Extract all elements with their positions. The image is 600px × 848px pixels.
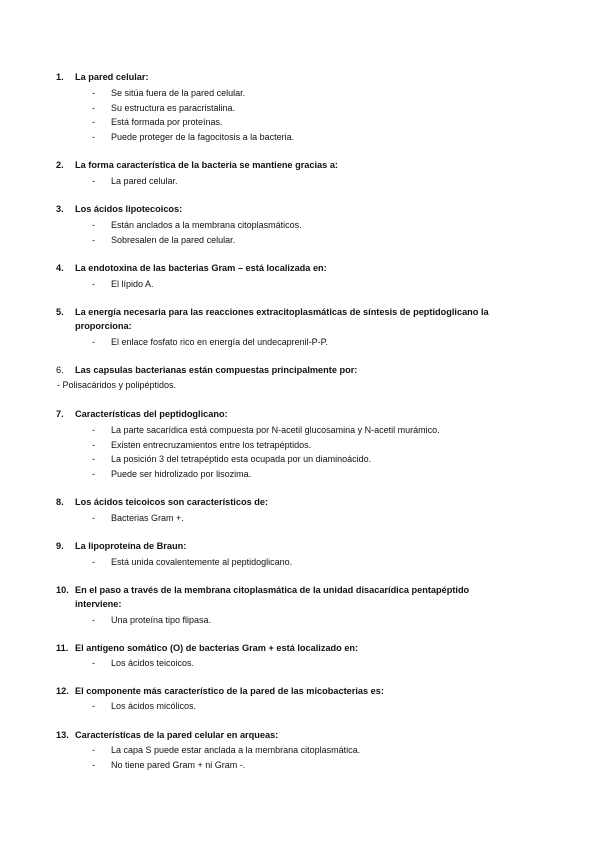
answer-item: Su estructura es paracristalina. xyxy=(111,102,236,113)
question-number: 6. xyxy=(56,365,64,375)
question-text: Características del peptidoglicano: xyxy=(75,409,228,419)
question-text: El antígeno somático (O) de bacterias Gram + está localizado en: xyxy=(75,643,359,653)
question-text: La forma característica de la bacteria se mantiene gracias a: xyxy=(75,160,338,170)
answer-item: Está unida covalentemente al peptidoglicano. xyxy=(111,557,293,567)
answer-item: - Polisacáridos y polipéptidos. xyxy=(57,380,177,390)
question-text: En el paso a través de la membrana citoplasmática de la unidad disacarídica pentapéptido interviene: xyxy=(75,585,470,609)
question-number: 12. xyxy=(56,686,69,696)
question-number: 4. xyxy=(56,263,64,273)
question-text: Características de la pared celular en arqueas: xyxy=(75,730,279,740)
bullet-dash: - xyxy=(92,425,95,435)
question-number: 11. xyxy=(56,643,69,653)
bullet-dash: - xyxy=(92,745,95,755)
question-text: Los ácidos teicoicos son característicos de: xyxy=(75,497,269,507)
bullet-dash: - xyxy=(92,337,95,347)
question-number: 1. xyxy=(56,72,64,82)
answer-item: Una proteína tipo flipasa. xyxy=(111,615,212,625)
bullet-dash: - xyxy=(92,176,95,186)
answer-item: Está formada por proteínas. xyxy=(111,117,223,128)
bullet-dash: - xyxy=(92,88,95,98)
question-text: La pared celular: xyxy=(75,72,149,82)
bullet-dash: - xyxy=(92,615,95,625)
bullet-dash: - xyxy=(92,234,95,245)
question-number: 5. xyxy=(56,307,64,317)
bullet-dash: - xyxy=(92,658,95,668)
question-number: 7. xyxy=(56,409,64,419)
bullet-dash: - xyxy=(92,701,95,711)
answer-item: La pared celular. xyxy=(111,176,178,186)
bullet-dash: - xyxy=(92,468,95,479)
answer-item: Puede ser hidrolizado por lisozima. xyxy=(111,468,252,479)
answer-item: La parte sacarídica está compuesta por N-acetil glucosamina y N-acetil murámico. xyxy=(111,425,440,435)
answer-item: Puede proteger de la fagocitosis a la bacteria. xyxy=(111,131,295,142)
question-number: 8. xyxy=(56,497,64,507)
answer-item: Se sitúa fuera de la pared celular. xyxy=(111,88,246,98)
answer-item: Los ácidos micólicos. xyxy=(111,701,197,711)
question-text: El componente más característico de la pared de las micobacterias es: xyxy=(75,686,384,696)
bullet-dash: - xyxy=(92,759,95,770)
answer-item: El enlace fosfato rico en energía del undecaprenil-P-P. xyxy=(111,337,328,347)
bullet-dash: - xyxy=(92,131,95,142)
question-number: 2. xyxy=(56,160,64,170)
bullet-dash: - xyxy=(92,439,95,450)
bullet-dash: - xyxy=(92,557,95,567)
bullet-dash: - xyxy=(92,279,95,289)
answer-item: La posición 3 del tetrapéptido esta ocupada por un diaminoácido. xyxy=(111,454,372,465)
answer-item: Están anclados a la membrana citoplasmáticos. xyxy=(111,220,302,230)
answer-item: No tiene pared Gram + ni Gram -. xyxy=(111,759,246,770)
bullet-dash: - xyxy=(92,117,95,128)
question-number: 9. xyxy=(56,541,64,551)
question-number: 13. xyxy=(56,730,69,740)
question-number: 3. xyxy=(56,204,64,214)
answer-item: El lípido A. xyxy=(111,279,154,289)
bullet-dash: - xyxy=(92,454,95,465)
answer-item: Bacterias Gram +. xyxy=(111,513,184,523)
answer-item: Los ácidos teicoicos. xyxy=(111,658,195,668)
question-number: 10. xyxy=(56,585,69,595)
answer-item: Existen entrecruzamientos entre los tetrapéptidos. xyxy=(111,439,312,450)
question-text: Las capsulas bacterianas están compuestas principalmente por: xyxy=(75,365,358,375)
question-text: La endotoxina de las bacterias Gram – está localizada en: xyxy=(75,263,327,273)
question-text: La energía necesaria para las reacciones extracitoplasmáticas de síntesis de peptidoglicano la proporciona: xyxy=(75,307,489,331)
question-text: La lipoproteína de Braun: xyxy=(75,541,187,551)
answer-item: Sobresalen de la pared celular. xyxy=(111,234,236,245)
bullet-dash: - xyxy=(92,220,95,230)
bullet-dash: - xyxy=(92,102,95,113)
answer-item: La capa S puede estar anclada a la membrana citoplasmática. xyxy=(111,745,361,755)
bullet-dash: - xyxy=(92,513,95,523)
question-text: Los ácidos lipotecoicos: xyxy=(75,204,183,214)
